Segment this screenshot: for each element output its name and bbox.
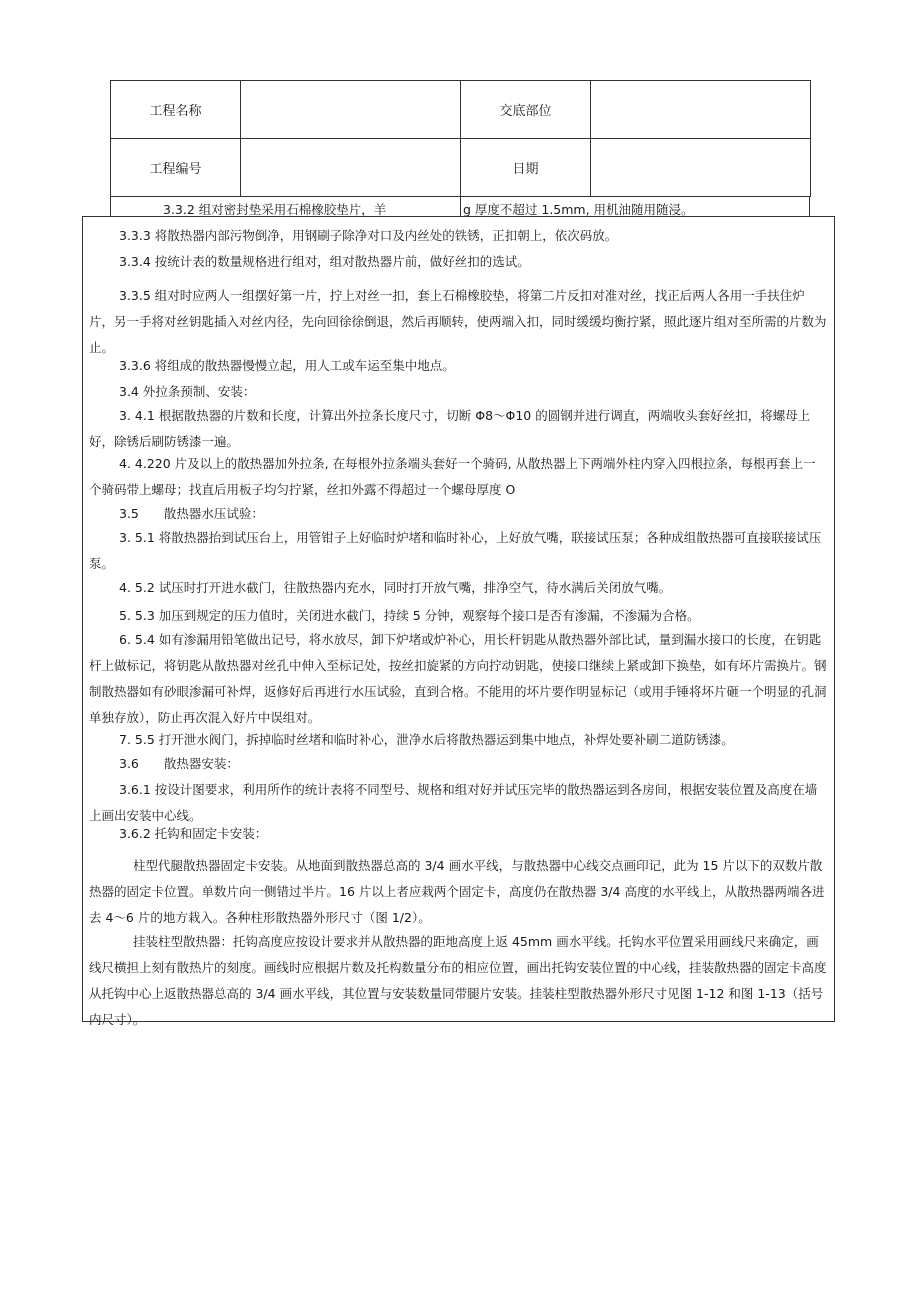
paragraph: 3.3.6 将组成的散热器慢慢立起，用人工或车运至集中地点。 (119, 358, 455, 373)
split-row-right-text: g 厚度不超过 1.5mm, 用机油随用随浸。 (463, 202, 694, 217)
date-label: 日期 (461, 139, 591, 197)
split-row-divider (460, 196, 461, 216)
paragraph: 5. 5.3 加压到规定的压力值时，关闭进水截门，持续 5 分钟，观察每个接口是否有渗漏，不渗漏为合格。 (119, 608, 700, 623)
paragraph: 柱型代腿散热器固定卡安装。从地面到散热器总高的 3/4 画水平线，与散热器中心线交点画印记，此为 15 片以下的双数片散热器的固定卡位置。单数片向一侧错过半片。16 片以上者应栽两个固定卡，高度仍在散热器 3/4 高度的水平线上，从散热器两端各进去 4～6 片的地方栽入。各种柱形散热器外形尺寸（图 1/2）。 (89, 858, 825, 925)
paragraph: 3.5 散热器水压试验： (119, 506, 264, 521)
handover-part-label: 交底部位 (461, 81, 591, 139)
paragraph: 3.3.3 将散热器内部污物倒净，用钢刷子除净对口及内丝处的铁锈，正扣朝上，依次码放。 (119, 228, 618, 243)
paragraph: 3. 5.1 将散热器抬到试压台上，用管钳子上好临时炉堵和临时补心，上好放气嘴，联接试压泵；各种成组散热器可直接联接试压泵。 (89, 530, 822, 571)
paragraph: 7. 5.5 打开泄水阀门，拆掉临时丝堵和临时补心，泄净水后将散热器运到集中地点，补焊处要补刷二道防锈漆。 (119, 732, 734, 747)
paragraph: 挂装柱型散热器：托钩高度应按设计要求并从散热器的距地高度上返 45mm 画水平线。托钩水平位置采用画线尺来确定，画线尺横担上刻有散热片的刻度。画线时应根据片数及托构数量分布的相应位置，画出托钩安装位置的中心线，挂装散热器的固定卡高度从托钩中心上返散热器总高的 3/4 画水平线，其位置与安装数量同带腿片安装。挂装柱型散热器外形尺寸见图 1-12 和图 1-13（括号内尺寸）。 (89, 934, 827, 1027)
project-name-label: 工程名称 (111, 81, 241, 139)
paragraph: 6. 5.4 如有渗漏用铅笔做出记号，将水放尽，卸下炉堵或炉补心，用长杆钥匙从散热器外部比试，量到漏水接口的长度，在钥匙杆上做标记，将钥匙从散热器对丝孔中伸入至标记处，按丝扣旋紧的方向拧动钥匙，使接口继续上紧或卸下换垫，如有坏片需换片。钢制散热器如有砂眼渗漏可补焊，返修好后再进行水压试验，直到合格。不能用的坏片要作明显标记（或用手锤将坏片砸一个明显的孔洞单独存放），防止再次混入好片中误组对。 (89, 632, 827, 725)
split-row-left-text: 3.3.2 组对密封垫采用石棉橡胶垫片，羊 (163, 202, 387, 217)
paragraph: 4. 4.220 片及以上的散热器加外拉条, 在每根外拉条端头套好一个骑码, 从散热器上下两端外柱内穿入四根拉条，每根再套上一个骑码带上螺母；找直后用板子均匀拧紧，丝扣外露不得超过一个螺母厚度 O (89, 456, 816, 497)
paragraph: 3.6 散热器安装： (119, 756, 239, 771)
project-no-label: 工程编号 (111, 139, 241, 197)
paragraph: 3.3.5 组对时应两人一组摆好第一片，拧上对丝一扣，套上石棉橡胶垫，将第二片反扣对准对丝，找正后两人各用一手扶住炉片，另一手将对丝钥匙插入对丝内径，先向回徐徐倒退，然后再顺转，使两端入扣，同时缓缓均衡拧紧，照此逐片组对至所需的片数为止。 (89, 288, 827, 355)
date-value[interactable] (591, 139, 811, 197)
header-table (110, 80, 811, 197)
paragraph: 3. 4.1 根据散热器的片数和长度，计算出外拉条长度尺寸，切断 Φ8～Φ10 的圆钢并进行调直，两端收头套好丝扣，将螺母上好，除锈后刷防锈漆一遍。 (89, 408, 811, 449)
paragraph: 3.3.4 按统计表的数量规格进行组对，组对散热器片前，做好丝扣的选试。 (119, 254, 530, 269)
paragraph: 3.4 外拉条预制、安装： (119, 384, 256, 399)
body-box (82, 216, 835, 1027)
project-no-value[interactable] (241, 139, 461, 197)
paragraph: 3.6.1 按设计图要求，利用所作的统计表将不同型号、规格和组对好并试压完毕的散热器运到各房间，根据安装位置及高度在墙上画出安装中心线。 (89, 782, 818, 823)
paragraph: 3.6.2 托钩和固定卡安装： (119, 826, 268, 841)
paragraph: 4. 5.2 试压时打开进水截门，往散热器内充水，同时打开放气嘴，排净空气，待水满后关闭放气嘴。 (119, 580, 672, 595)
project-name-value[interactable] (241, 81, 461, 139)
split-row (110, 196, 810, 216)
handover-part-value[interactable] (591, 81, 811, 139)
